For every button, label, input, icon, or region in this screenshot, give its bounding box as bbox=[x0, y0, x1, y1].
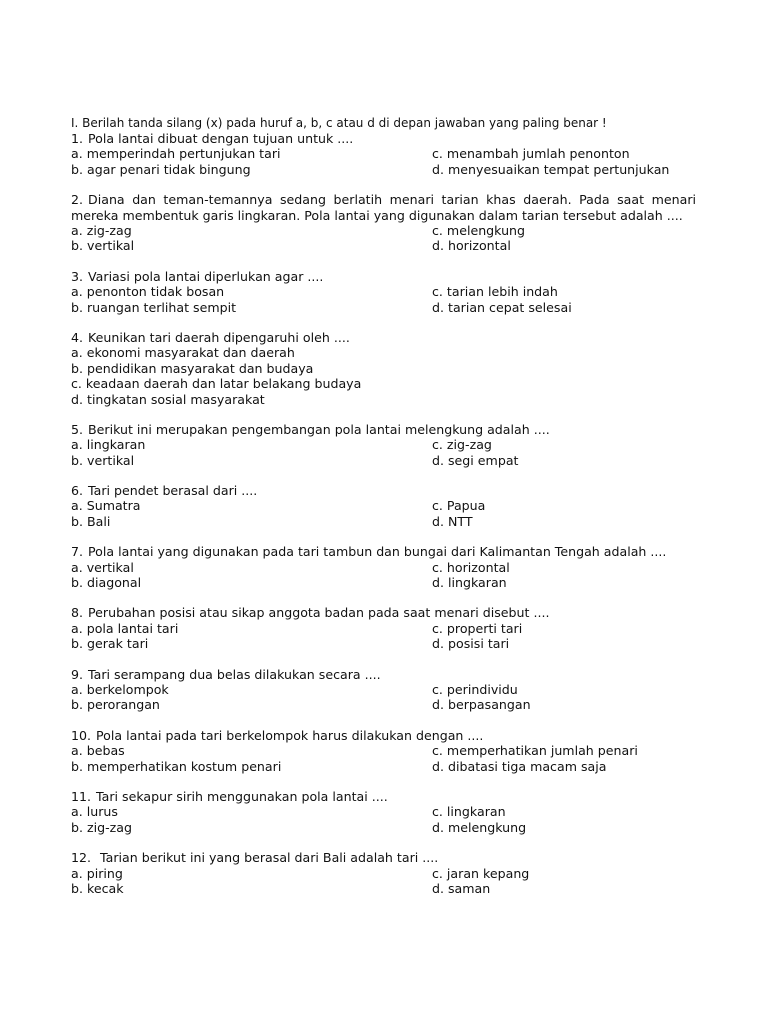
option-a[interactable]: a. berkelompok bbox=[71, 681, 169, 697]
question-number: 5. bbox=[71, 421, 84, 437]
question-number: 8. bbox=[71, 605, 84, 621]
question-number: 11. bbox=[71, 788, 92, 804]
option-c[interactable]: c. melengkung bbox=[432, 222, 526, 238]
question-number: 7. bbox=[71, 544, 84, 560]
question-text: Variasi pola lantai diperlukan agar .... bbox=[88, 268, 324, 284]
option-d[interactable]: d. berpasangan bbox=[432, 697, 531, 713]
question-number: 2. bbox=[71, 192, 84, 208]
option-a[interactable]: a. penonton tidak bosan bbox=[71, 284, 225, 300]
option-a[interactable]: a. Sumatra bbox=[71, 498, 141, 514]
option-d[interactable]: d. posisi tari bbox=[432, 636, 510, 652]
question-text: Perubahan posisi atau sikap anggota badan pada saat menari disebut .... bbox=[88, 605, 550, 621]
option-b[interactable]: b. ruangan terlihat sempit bbox=[71, 299, 237, 315]
option-c[interactable]: c. menambah jumlah penonton bbox=[432, 146, 630, 162]
option-b[interactable]: b. agar penari tidak bingung bbox=[71, 161, 251, 177]
question-text: Pola lantai pada tari berkelompok harus dilakukan dengan .... bbox=[96, 727, 484, 743]
option-a[interactable]: a. memperindah pertunjukan tari bbox=[71, 146, 281, 162]
question-4 bbox=[71, 330, 728, 407]
option-b[interactable]: b. vertikal bbox=[71, 452, 135, 468]
option-c[interactable]: c. zig-zag bbox=[432, 437, 492, 453]
question-number: 6. bbox=[71, 483, 84, 499]
option-a[interactable]: a. piring bbox=[71, 865, 123, 881]
question-10 bbox=[71, 728, 728, 774]
question-text: Pola lantai dibuat dengan tujuan untuk .... bbox=[88, 131, 354, 146]
option-b[interactable]: b. pendidikan masyarakat dan budaya bbox=[71, 360, 314, 376]
question-number: 3. bbox=[71, 268, 84, 284]
question-number: 10. bbox=[71, 727, 92, 743]
option-c[interactable]: c. properti tari bbox=[432, 620, 523, 636]
option-a[interactable]: a. lingkaran bbox=[71, 437, 146, 453]
option-a[interactable]: a. lurus bbox=[71, 804, 118, 820]
question-11 bbox=[71, 789, 728, 835]
option-b[interactable]: b. perorangan bbox=[71, 697, 160, 713]
option-c[interactable]: c. tarian lebih indah bbox=[432, 284, 558, 300]
question-number: 9. bbox=[71, 666, 84, 682]
option-d[interactable]: d. horizontal bbox=[432, 238, 511, 254]
option-d[interactable]: d. melengkung bbox=[432, 819, 527, 835]
question-8 bbox=[71, 605, 728, 651]
question-text: Tari pendet berasal dari .... bbox=[88, 483, 258, 499]
question-text: Berikut ini merupakan pengembangan pola lantai melengkung adalah .... bbox=[88, 421, 550, 437]
question-3 bbox=[71, 269, 728, 315]
option-c[interactable]: c. lingkaran bbox=[432, 804, 506, 820]
question-text: Pola lantai yang digunakan pada tari tambun dan bungai dari Kalimantan Tengah adalah .... bbox=[88, 544, 667, 560]
option-d[interactable]: d. segi empat bbox=[432, 452, 519, 468]
question-1 bbox=[71, 131, 728, 177]
option-d[interactable]: d. tarian cepat selesai bbox=[432, 299, 572, 315]
question-7 bbox=[71, 544, 728, 590]
option-b[interactable]: b. Bali bbox=[71, 513, 111, 529]
instruction-text: I. Berilah tanda silang (x) pada huruf a, b, c atau d di depan jawaban yang paling benar ! bbox=[71, 116, 607, 130]
question-text: Diana dan teman-temannya sedang berlatih menari tarian khas daerah. Pada saat menari mereka membentuk garis lingkaran. Pola lantai yang digunakan dalam tarian tersebut adalah .... bbox=[71, 192, 696, 223]
question-12 bbox=[71, 850, 728, 896]
question-5 bbox=[71, 422, 728, 468]
option-a[interactable]: a. vertikal bbox=[71, 559, 134, 575]
option-c[interactable]: c. perindividu bbox=[432, 681, 518, 697]
option-b[interactable]: b. memperhatikan kostum penari bbox=[71, 758, 282, 774]
question-text: Keunikan tari daerah dipengaruhi oleh .... bbox=[88, 329, 350, 345]
option-d[interactable]: d. lingkaran bbox=[432, 575, 507, 591]
option-c[interactable]: c. jaran kepang bbox=[432, 865, 530, 881]
option-a[interactable]: a. ekonomi masyarakat dan daerah bbox=[71, 345, 295, 361]
option-b[interactable]: b. kecak bbox=[71, 880, 124, 896]
option-c[interactable]: c. memperhatikan jumlah penari bbox=[432, 743, 638, 759]
question-number: 12. bbox=[71, 850, 92, 866]
question-2 bbox=[71, 192, 728, 254]
question-number: 1. bbox=[71, 131, 84, 146]
option-a[interactable]: a. bebas bbox=[71, 743, 125, 759]
option-c[interactable]: c. horizontal bbox=[432, 559, 510, 575]
option-b[interactable]: b. zig-zag bbox=[71, 819, 132, 835]
option-c[interactable]: c. keadaan daerah dan latar belakang budaya bbox=[71, 376, 362, 392]
option-a[interactable]: a. pola lantai tari bbox=[71, 620, 179, 636]
option-d[interactable]: d. tingkatan sosial masyarakat bbox=[71, 391, 265, 407]
option-a[interactable]: a. zig-zag bbox=[71, 222, 132, 238]
question-text: Tari serampang dua belas dilakukan secara .... bbox=[88, 666, 381, 682]
option-c[interactable]: c. Papua bbox=[432, 498, 486, 514]
option-b[interactable]: b. gerak tari bbox=[71, 636, 149, 652]
question-text: Tari sekapur sirih menggunakan pola lantai .... bbox=[96, 788, 388, 804]
question-9 bbox=[71, 667, 728, 713]
option-d[interactable]: d. menyesuaikan tempat pertunjukan bbox=[432, 161, 670, 177]
question-6 bbox=[71, 483, 728, 529]
option-d[interactable]: d. saman bbox=[432, 880, 491, 896]
option-b[interactable]: b. diagonal bbox=[71, 575, 142, 591]
question-number: 4. bbox=[71, 329, 84, 345]
option-d[interactable]: d. dibatasi tiga macam saja bbox=[432, 758, 607, 774]
option-d[interactable]: d. NTT bbox=[432, 513, 473, 529]
option-b[interactable]: b. vertikal bbox=[71, 238, 135, 254]
question-text: Tarian berikut ini yang berasal dari Bali adalah tari .... bbox=[96, 850, 439, 866]
